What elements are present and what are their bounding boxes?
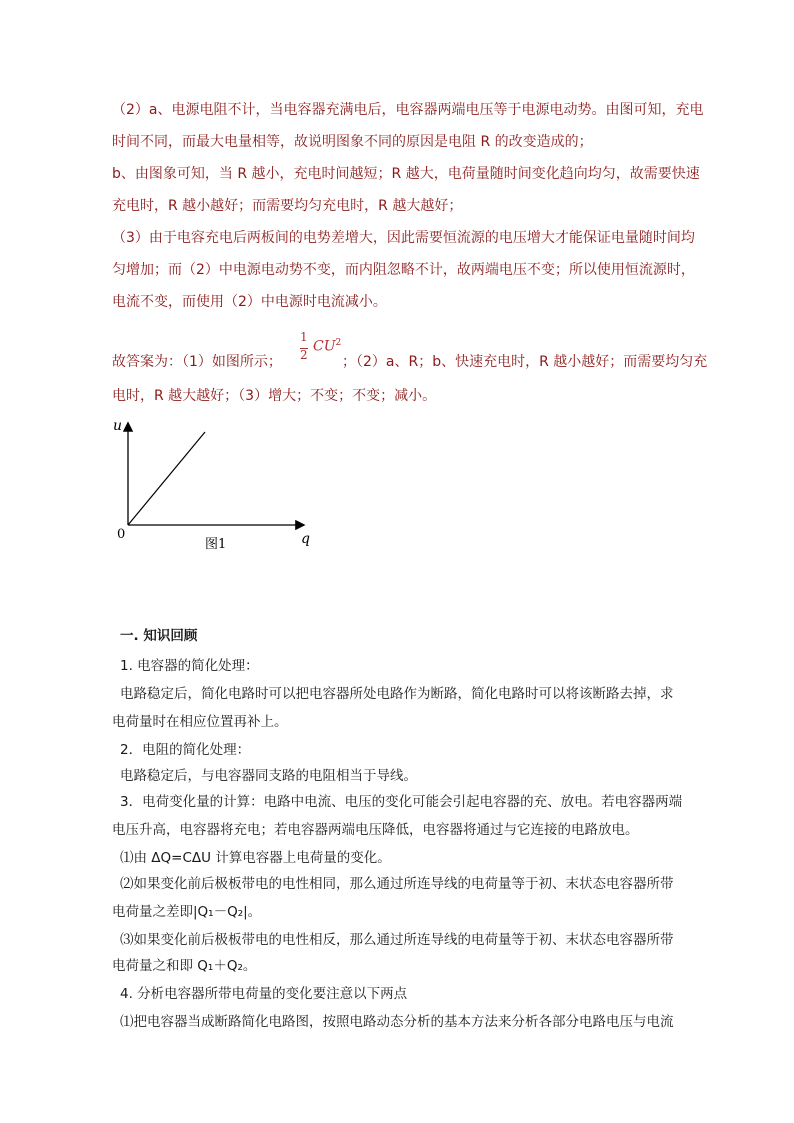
item3-sub1: ⑴由 ΔQ=CΔU 计算电容器上电荷量的变化。 (120, 850, 391, 866)
x-axis-label: q (301, 531, 310, 547)
formula-numerator: 1 (300, 330, 308, 344)
answer-3-line2: 匀增加；而（2）中电源电动势不变，而内阻忽略不计，故两端电压不变；所以使用恒流源时， (112, 262, 695, 278)
item2-line1: 电路稳定后，与电容器同支路的电阻相当于导线。 (120, 768, 417, 784)
final-answer-suffix: ；（2）a、R；b、快速充电时，R 越小越好；而需要均匀充 (342, 354, 708, 370)
item3-sub3-line2: 电荷量之和即 Q₁＋Q₂。 (112, 958, 257, 974)
answer-3-line3: 电流不变，而使用（2）中电源时电流减小。 (112, 294, 387, 310)
item2-title: 2．电阻的简化处理： (120, 742, 251, 758)
formula-cu: CU (313, 338, 336, 355)
item1-title: 1. 电容器的简化处理： (120, 658, 259, 674)
item4-sub1: ⑴把电容器当成断路简化电路图，按照电路动态分析的基本方法来分析各部分电路电压与电流 (120, 1014, 674, 1030)
final-answer-line2: 电时，R 越大越好；（3）增大；不变；不变；减小。 (112, 388, 437, 404)
answer-3-line1: （3）由于电容充电后两板间的电势差增大，因此需要恒流源的电压增大才能保证电量随时间均 (112, 230, 695, 246)
item1-line2: 电荷量时在相应位置再补上。 (112, 714, 288, 730)
item4-title: 4. 分析电容器所带电荷量的变化要注意以下两点 (120, 986, 408, 1002)
formula-denominator: 2 (300, 348, 308, 362)
origin-label: 0 (117, 527, 126, 542)
item3-line1: 3．电荷变化量的计算：电路中电流、电压的变化可能会引起电容器的充、放电。若电容器两端 (120, 794, 683, 810)
u-q-graph (105, 412, 325, 562)
item3-sub2-line1: ⑵如果变化前后极板带电的电性相同，那么通过所连导线的电荷量等于初、末状态电容器所带 (120, 876, 674, 892)
answer-2a-line1: （2）a、电源电阻不计，当电容器充满电后，电容器两端电压等于电源电动势。由图可知，充电 (112, 102, 704, 118)
answer-2b-line1: b、由图象可知，当 R 越小，充电时间越短；R 越大，电荷量随时间变化趋向均匀，故需要快速 (112, 166, 700, 182)
item1-line1: 电路稳定后，简化电路时可以把电容器所处电路作为断路，简化电路时可以将该断路去掉，求 (120, 686, 674, 702)
formula-body (313, 338, 341, 355)
final-answer-prefix: 故答案为：（1）如图所示； (112, 354, 282, 370)
answer-2a-line2: 时间不同，而最大电量相等，故说明图象不同的原因是电阻 R 的改变造成的； (112, 134, 593, 150)
formula-exponent: 2 (335, 338, 342, 348)
item3-sub3-line1: ⑶如果变化前后极板带电的电性相反，那么通过所连导线的电荷量等于初、末状态电容器所带 (120, 932, 674, 948)
item3-line2: 电压升高，电容器将充电；若电容器两端电压降低，电容器将通过与它连接的电路放电。 (112, 822, 639, 838)
y-axis-label: u (113, 418, 123, 434)
answer-2b-line2: 充电时，R 越小越好；而需要均匀充电时，R 越大越好； (112, 198, 463, 214)
section-heading: 一. 知识回顾 (120, 628, 198, 644)
figure-caption: 图1 (205, 537, 227, 552)
u-q-line (128, 432, 205, 525)
item3-sub2-line2: 电荷量之差即|Q₁－Q₂|。 (112, 904, 262, 920)
